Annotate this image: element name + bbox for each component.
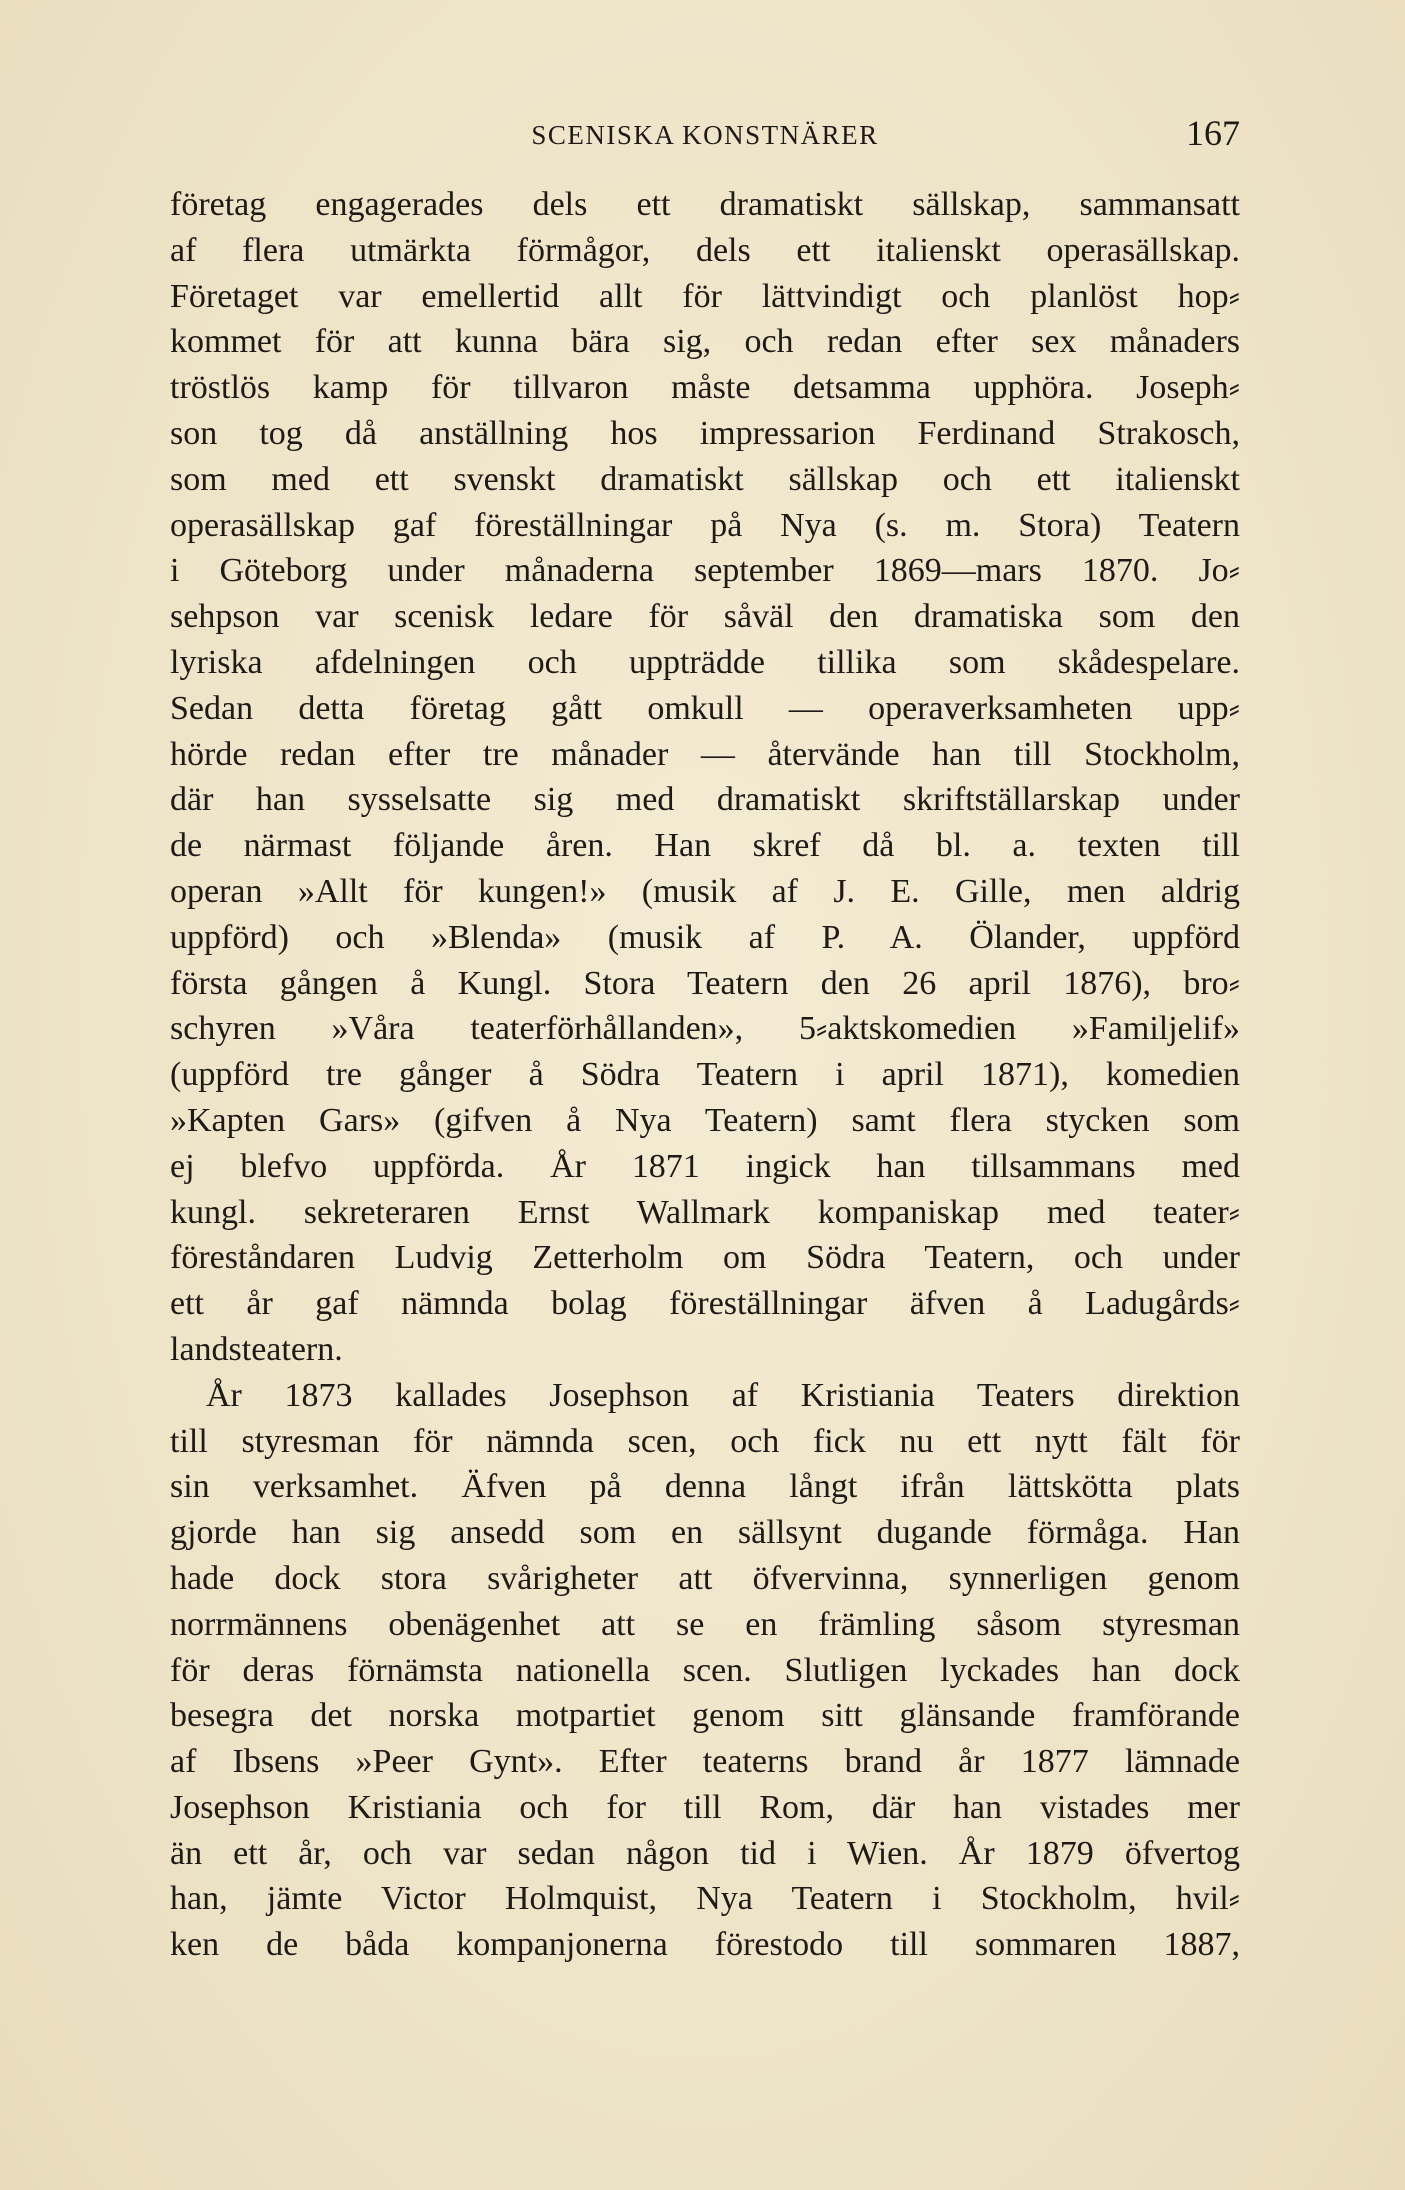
text-line: kommet för att kunna bära sig, och redan efter sex månaders [170,323,1240,361]
text-line: för deras förnämsta nationella scen. Slutligen lyckades han dock [170,1651,1240,1689]
text-line: son tog då anställning hos impressarion Ferdinand Strakosch, [170,414,1240,452]
text-line: Sedan detta företag gått omkull — operaverksamheten upp⸗ [170,689,1240,727]
text-line: besegra det norska motpartiet genom sitt glänsande framförande [170,1697,1240,1735]
text-line: sehpson var scenisk ledare för såväl den dramatiska som den [170,598,1240,636]
text-line: som med ett svenskt dramatiskt sällskap och ett italienskt [170,460,1240,498]
text-line: där han sysselsatte sig med dramatiskt skriftställarskap under [170,781,1240,819]
text-line: hade dock stora svårigheter att öfvervinna, synnerligen genom [170,1559,1240,1597]
text-line: ett år gaf nämnda bolag föreställningar äfven å Ladugårds⸗ [170,1285,1240,1323]
text-line: Josephson Kristiania och for till Rom, där han vistades mer [170,1788,1240,1826]
text-line: till styresman för nämnda scen, och fick nu ett nytt fält för [170,1422,1240,1460]
text-line: ej blefvo uppförda. År 1871 ingick han tillsammans med [170,1147,1240,1185]
text-line: af Ibsens »Peer Gynt». Efter teaterns brand år 1877 lämnade [170,1743,1240,1781]
body-text [170,182,1240,1968]
text-line: uppförd) och »Blenda» (musik af P. A. Ölander, uppförd [170,918,1240,956]
text-line: norrmännens obenägenhet att se en främling såsom styresman [170,1605,1240,1643]
text-line: föreståndaren Ludvig Zetterholm om Södra Teatern, och under [170,1239,1240,1277]
text-line: de närmast följande åren. Han skref då bl. a. texten till [170,827,1240,865]
running-head: SCENISKA KONSTNÄRER [531,120,879,150]
text-line: i Göteborg under månaderna september 1869—mars 1870. Jo⸗ [170,552,1240,590]
text-line: »Kapten Gars» (gifven å Nya Teatern) samt flera stycken som [170,1101,1240,1139]
text-line: (uppförd tre gånger å Södra Teatern i april 1871), komedien [170,1056,1240,1094]
text-line: företag engagerades dels ett dramatiskt sällskap, sammansatt [170,186,1240,223]
text-line: landsteatern. [170,1330,343,1368]
text-line: lyriska afdelningen och uppträdde tillika som skådespelare. [170,643,1240,681]
text-line: operasällskap gaf föreställningar på Nya (s. m. Stora) Teatern [170,506,1240,544]
text-line: Företaget var emellertid allt för lättvindigt och planlöst hop⸗ [170,277,1240,315]
text-line: operan »Allt för kungen!» (musik af J. E. Gille, men aldrig [170,872,1240,910]
text-line: af flera utmärkta förmågor, dels ett italienskt operasällskap. [170,231,1240,269]
page-header [170,112,1240,162]
text-line: han, jämte Victor Holmquist, Nya Teatern i Stockholm, hvil⸗ [170,1880,1240,1918]
text-line: sin verksamhet. Äfven på denna långt ifrån lättskötta plats [170,1468,1240,1506]
text-line: hörde redan efter tre månader — återvände han till Stockholm, [170,735,1240,773]
text-line: schyren »Våra teaterförhållanden», 5⸗aktskomedien »Familjelif» [170,1010,1240,1048]
text-line: kungl. sekreteraren Ernst Wallmark kompaniskap med teater⸗ [170,1193,1240,1231]
text-line: År 1873 kallades Josephson af Kristiania Teaters direktion [206,1376,1240,1414]
text-line: tröstlös kamp för tillvaron måste detsamma upphöra. Joseph⸗ [170,369,1240,407]
text-line: första gången å Kungl. Stora Teatern den 26 april 1876), bro⸗ [170,964,1240,1002]
page-number: 167 [1186,113,1240,153]
text-line: än ett år, och var sedan någon tid i Wien. År 1879 öfvertog [170,1834,1240,1872]
text-line: gjorde han sig ansedd som en sällsynt dugande förmåga. Han [170,1514,1240,1552]
text-line: ken de båda kompanjonerna förestodo till sommaren 1887, [170,1926,1240,1964]
